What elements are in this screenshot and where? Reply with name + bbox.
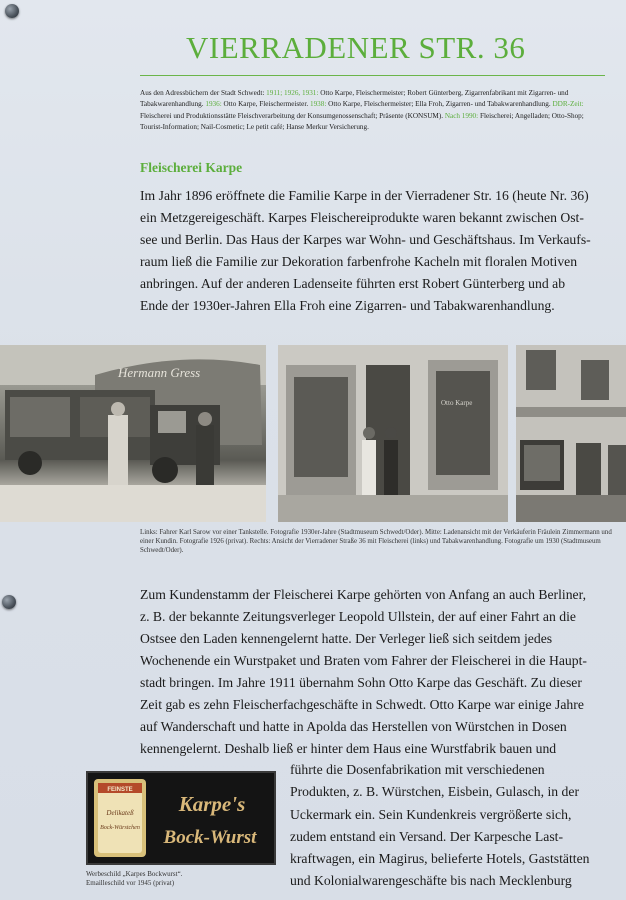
page-title: VIERRADENER STR. 36 xyxy=(186,30,526,65)
text-line: Ostsee den Laden kennengelernt hatte. Der Verleger ließ sich seitdem jedes xyxy=(140,631,553,646)
photo-truck xyxy=(0,345,266,522)
text-line: Zum Kundenstamm der Fleischerei Karpe gehörten von Anfang an auch Berliner, xyxy=(140,587,587,602)
text-line: raum ließ die Familie zur Dekoration farbenfrohe Kacheln mit floralen Motiven xyxy=(140,254,578,269)
bockwurst-sign-illustration xyxy=(88,773,274,863)
paragraph-customers xyxy=(140,584,615,760)
can-label-top: FEINSTE xyxy=(107,787,133,793)
text-line: Im Jahr 1896 eröffnete die Familie Karpe in der Vierradener Str. 16 (heute Nr. 36) xyxy=(140,188,589,203)
intro-years: Nach 1990: xyxy=(444,111,479,120)
intro-text: Otto Karpe, Fleischermeister; Robert Günterberg, Zigarrenfabrikant mit Zigarren- und Tabakwarenhandlung. xyxy=(140,89,569,109)
enamel-sign-image xyxy=(86,771,276,865)
text-line: kennengelernt. Deshalb ließ er hinter dem Haus eine Wurstfabrik bauen und xyxy=(140,741,557,756)
text-line: z. B. der bekannte Zeitungsverleger Leopold Ullstein, der auf einer Fahrt an die xyxy=(140,609,576,624)
text-line: ein Metzgereigeschäft. Karpes Fleischereiprodukte waren bekannt zwischen Ost- xyxy=(140,210,584,225)
intro-text: Fleischerei; Angelladen; Otto-Shop; Tourist-Information; Nail-Cosmetic; Le petit café; Hanse Merkur Versicherung. xyxy=(140,111,584,131)
intro-text: Fleischerei und Produktionsstätte Fleischverarbeitung der Konsumgenossenschaft; Präsente (KONSUM). xyxy=(140,111,444,120)
intro-text: Otto Karpe, Fleischermeister. xyxy=(223,100,309,109)
can-label-mid: Delikateß xyxy=(106,809,134,817)
shopfront-photo-illustration xyxy=(278,345,508,522)
sign-caption-line: Werbeschild „Karpes Bockwurst“. xyxy=(86,870,183,878)
photo-caption: Links: Fahrer Karl Sarow vor einer Tankstelle. Fotografie 1930er-Jahre (Stadtmuseum Schwedt/Oder). Mitte: Ladenansicht mit der Verkäuferin Fräulein Zimmermann und einer Kundin. Fotografie 1926 (privat). Rechts: Ansicht der Vierradener Straße 36 mit Fleischerei (links) und Tabakwarenhandlung. Fotografie um 1930 (Stadtmuseum Schwedt/Oder). xyxy=(140,529,612,554)
text-line: und Kolonialwarengeschäfte bis nach Mecklenburg xyxy=(290,873,572,889)
text-line: Wochenende ein Wurstpaket und Braten vom Fahrer der Fleischerei in die Haupt- xyxy=(140,653,587,668)
intro-years: DDR-Zeit: xyxy=(552,100,584,109)
paragraph-production xyxy=(290,759,610,893)
truck-photo-illustration xyxy=(0,345,266,522)
text-line: anbringen. Auf der anderen Ladenseite führten erst Robert Günterberg und ab xyxy=(140,276,566,291)
sign-caption xyxy=(86,870,286,888)
intro-lead: Aus den Adressbüchern der Stadt Schwedt: xyxy=(140,89,265,97)
truck-sign-text: Hermann Gress xyxy=(118,365,201,380)
screw-icon xyxy=(2,595,16,609)
street-photo-illustration xyxy=(516,345,626,522)
text-line: Ende der 1930er-Jahren Ella Froh eine Zigarren- und Tabakwarenhandlung. xyxy=(140,298,555,313)
title-divider xyxy=(140,75,605,76)
text-line: Uckermark ein. Sein Kundenkreis vergrößerte sich, xyxy=(290,806,572,822)
text-line: auf Wanderschaft und hatte in Apolda das Herstellen von Würstchen in Dosen xyxy=(140,719,567,734)
sign-text-karpes: Karpe's xyxy=(178,792,246,816)
text-line: kraftwagen, ein Magirus, belieferte Hotels, Gaststätten xyxy=(290,851,590,867)
photo-street-view xyxy=(516,345,626,522)
shop-window-text: Otto Karpe xyxy=(441,399,473,407)
sign-text-bockwurst: Bock-Wurst xyxy=(163,827,257,848)
address-book-intro xyxy=(140,88,608,133)
text-line: führte die Dosenfabrikation mit verschiedenen xyxy=(290,762,545,777)
intro-years: 1911; 1926, 1931: xyxy=(266,89,319,97)
screw-icon xyxy=(5,4,19,18)
sign-caption-line: Emailleschild vor 1945 (privat) xyxy=(86,879,175,887)
intro-years: 1938: xyxy=(309,100,327,109)
text-line: stadt bringen. Im Jahre 1911 übernahm Sohn Otto Karpe das Geschäft. Zu dieser xyxy=(140,675,582,690)
paragraph-history xyxy=(140,185,610,317)
text-line: zudem entstand ein Versand. Der Karpesche Last- xyxy=(290,828,564,844)
text-line: Zeit gab es zehn Fleischerfachgeschäfte in Schwedt. Otto Karpe war einige Jahre xyxy=(140,697,584,712)
text-line: Produkten, z. B. Würstchen, Eisbein, Gulasch, in der xyxy=(290,784,580,800)
intro-years: 1936: xyxy=(205,100,222,109)
intro-text: Otto Karpe, Fleischermeister; Ella Froh, Zigarren- und Tabakwarenhandlung. xyxy=(328,100,551,109)
section-heading: Fleischerei Karpe xyxy=(140,160,243,175)
photo-shopfront xyxy=(278,345,508,522)
can-label-bottom: Bock-Würstchen xyxy=(100,825,140,831)
text-line: see und Berlin. Das Haus der Karpes war Wohn- und Geschäftshaus. Im Verkaufs- xyxy=(140,232,591,247)
